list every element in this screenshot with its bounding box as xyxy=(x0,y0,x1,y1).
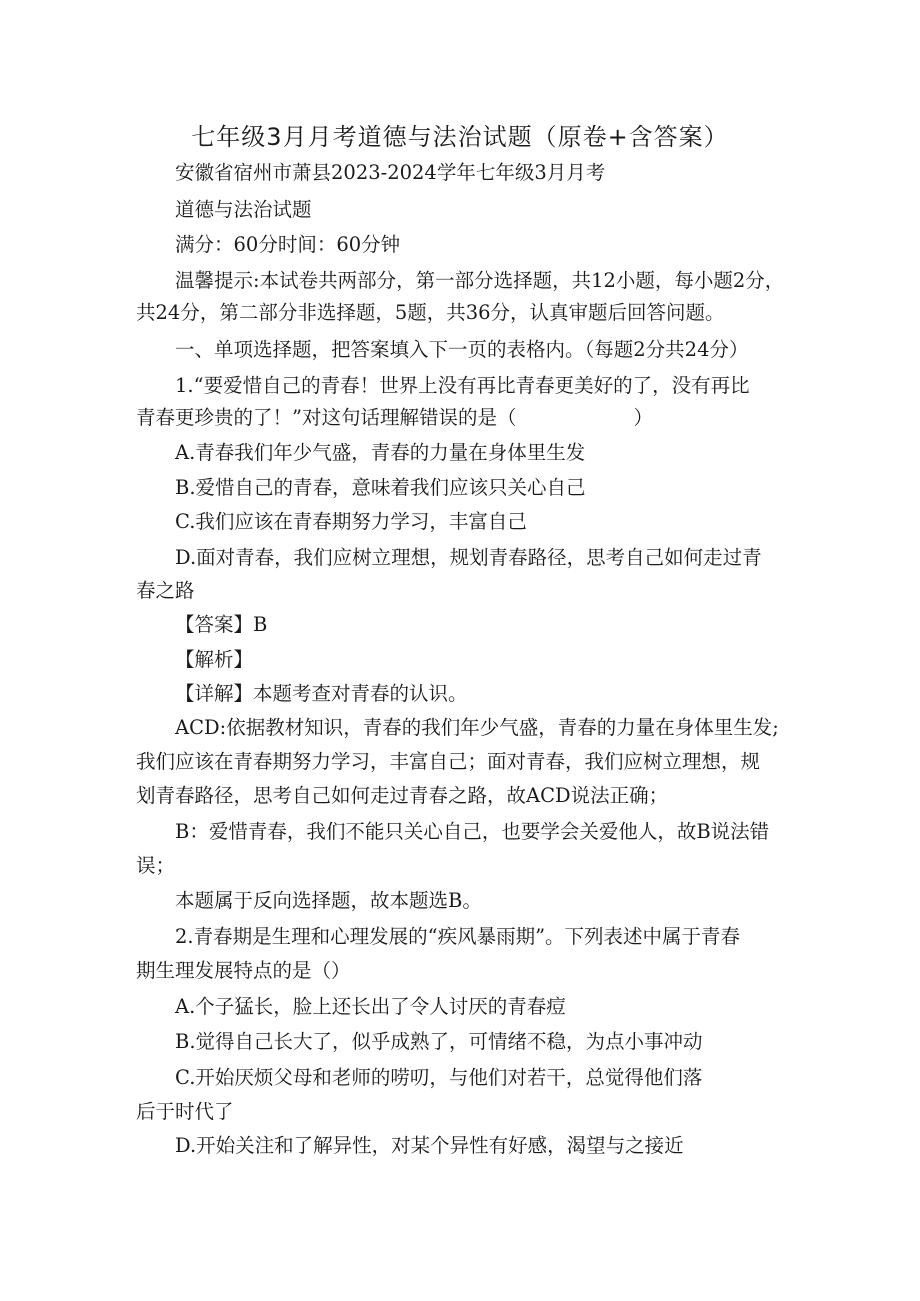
q1-acd-2: 我们应该在青春期努力学习，丰富自己；面对青春，我们应树立理想，规 xyxy=(136,750,761,773)
q1-conclusion: 本题属于反向选择题，故本题选B。 xyxy=(175,889,482,912)
q2-option-c-2: 后于时代了 xyxy=(136,1100,234,1123)
q1-option-b: B.爱惜自己的青春，意味着我们应该只关心自己 xyxy=(175,476,586,499)
q2-stem-2: 期生理发展特点的是（） xyxy=(136,959,351,982)
q1-stem-2: 青春更珍贵的了！”对这句话理解错误的是（ ） xyxy=(136,406,653,429)
score-time: 满分：60分时间：60分钟 xyxy=(175,233,401,256)
q2-option-a: A.个子猛长，脸上还长出了令人讨厌的青春痘 xyxy=(175,995,566,1018)
exam-source: 安徽省宿州市萧县2023-2024学年七年级3月月考 xyxy=(175,161,606,184)
q1-stem-1: 1.“要爱惜自己的青春！世界上没有再比青春更美好的了，没有再比 xyxy=(175,374,750,397)
q1-option-d-1: D.面对青春，我们应树立理想，规划青春路径，思考自己如何走过青 xyxy=(175,546,762,569)
section-heading: 一、单项选择题，把答案填入下一页的表格内。（每题2分共24分） xyxy=(175,338,749,361)
q1-b-2: 误； xyxy=(136,854,176,877)
q2-option-d: D.开始关注和了解异性，对某个异性有好感，渴望与之接近 xyxy=(175,1134,684,1157)
q1-detail: 【详解】本题考查对青春的认识。 xyxy=(175,682,468,705)
q2-option-b: B.觉得自己长大了，似乎成熟了，可情绪不稳，为点小事冲动 xyxy=(175,1030,703,1053)
document-title: 七年级3月月考道德与法治试题（原卷+含答案） xyxy=(191,123,729,151)
q1-option-c: C.我们应该在青春期努力学习，丰富自己 xyxy=(175,510,527,533)
q1-acd-1: ACD:依据教材知识，青春的我们年少气盛，青春的力量在身体里生发; xyxy=(175,716,779,739)
q1-option-a: A.青春我们年少气盛，青春的力量在身体里生发 xyxy=(175,441,586,464)
tip-line-1: 温馨提示:本试卷共两部分，第一部分选择题，共12小题，每小题2分， xyxy=(175,269,785,292)
q1-b-1: B：爱惜青春，我们不能只关心自己，也要学会关爱他人，故B说法错 xyxy=(175,820,770,843)
q1-analysis-label: 【解析】 xyxy=(175,648,254,671)
tip-line-2: 共24分，第二部分非选择题，5题，共36分，认真审题后回答问题。 xyxy=(136,301,725,324)
q2-stem-1: 2.青春期是生理和心理发展的“疾风暴雨期”。下列表述中属于青春 xyxy=(175,925,741,948)
q1-acd-3: 划青春路径，思考自己如何走过青春之路，故ACD说法正确； xyxy=(136,784,669,807)
q1-option-d-2: 春之路 xyxy=(136,579,195,602)
q1-answer: 【答案】B xyxy=(175,613,268,636)
exam-subject: 道德与法治试题 xyxy=(175,198,312,221)
q2-option-c-1: C.开始厌烦父母和老师的唠叨，与他们对若干，总觉得他们落 xyxy=(175,1066,703,1089)
